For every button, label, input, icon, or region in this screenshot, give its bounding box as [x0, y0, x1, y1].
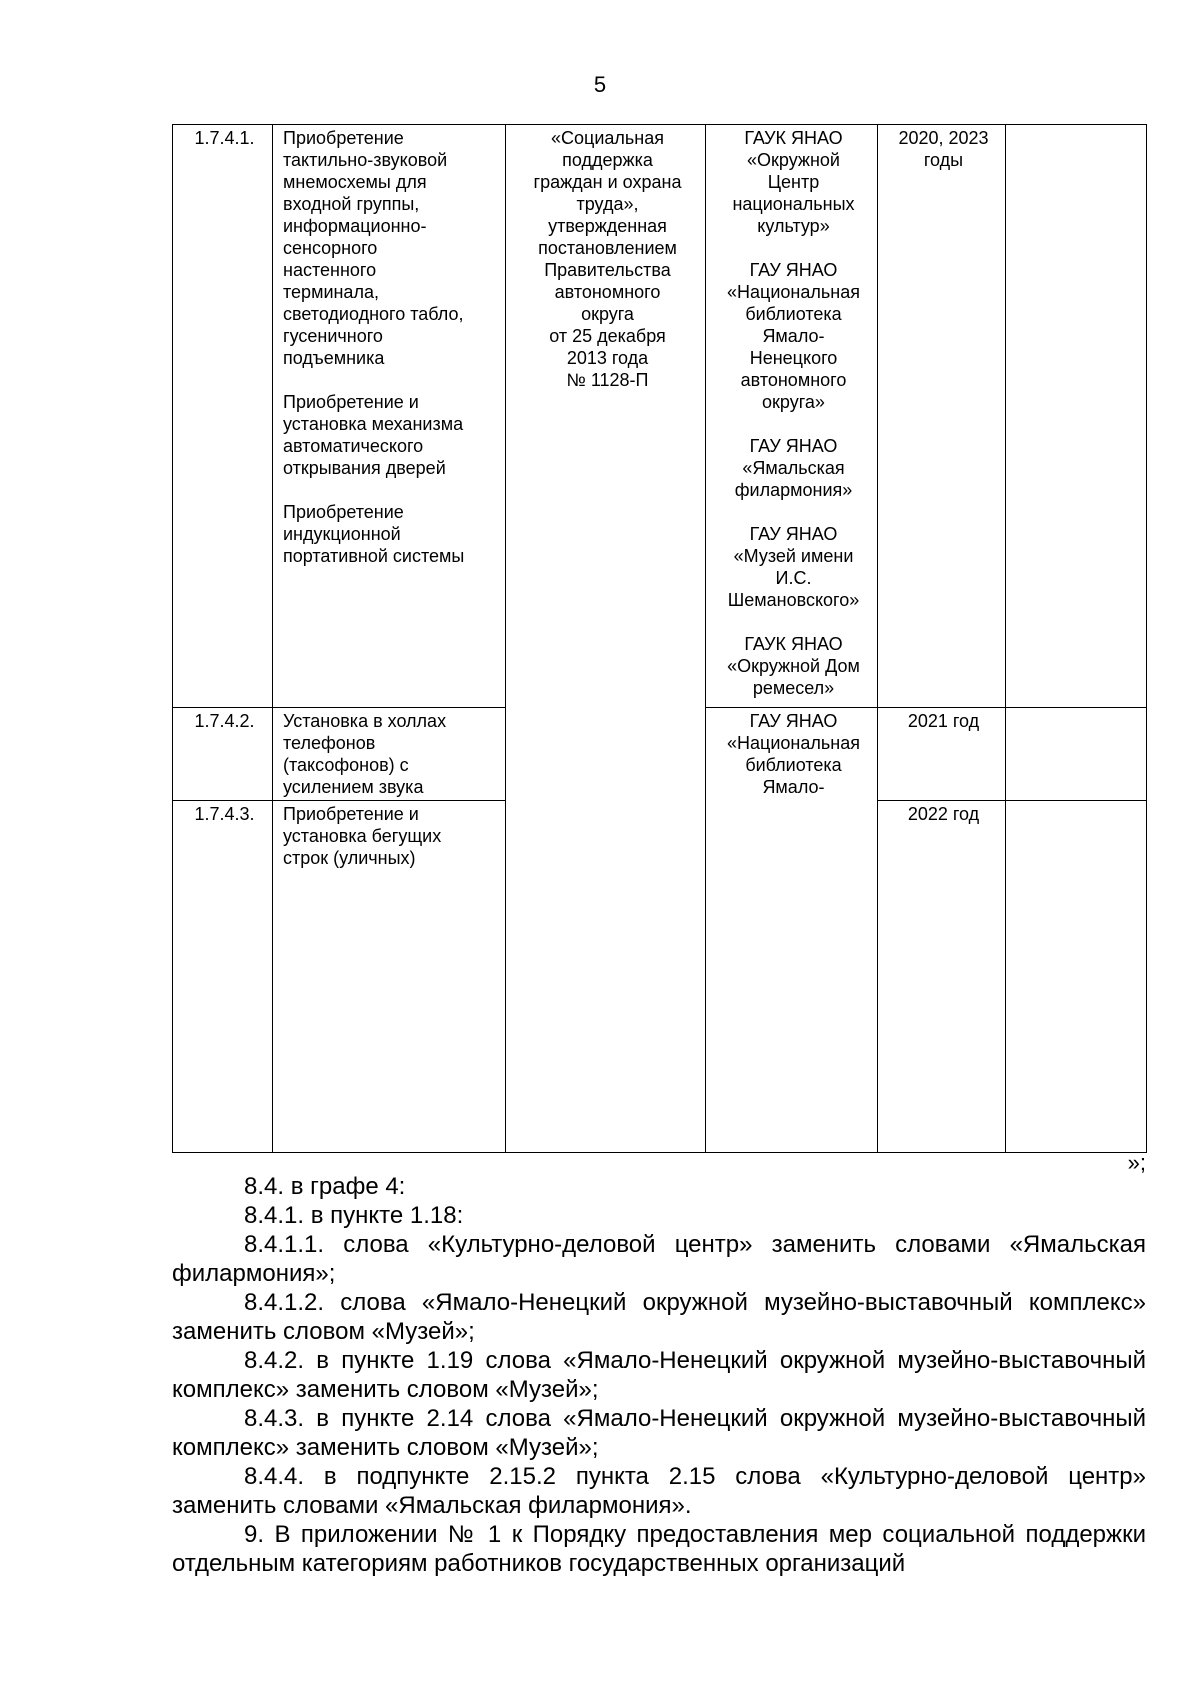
cell-line: ремесел» — [752, 678, 835, 698]
cell-line: Ненецкого — [749, 348, 838, 368]
cell-line: строк (уличных) — [283, 848, 416, 868]
cell-line: постановлением — [538, 238, 677, 258]
cell-line: автономного — [554, 282, 661, 302]
cell-line: 2021 год — [907, 711, 980, 731]
cell-line: труда», — [576, 194, 639, 214]
cell-line: установка бегущих — [283, 826, 442, 846]
cell-line: телефонов — [283, 733, 376, 753]
cell-line: установка механизма — [283, 414, 464, 434]
item-number: 1.7.4.3. — [173, 801, 273, 1153]
cell-line: Центр — [767, 172, 820, 192]
cell-line: открывания дверей — [283, 458, 446, 478]
cell-line: автономного — [740, 370, 847, 390]
cell-line: подъемника — [283, 348, 385, 368]
period-cell — [878, 125, 1006, 708]
cell-line: 2022 год — [907, 804, 980, 824]
empty-cell — [1006, 801, 1147, 1153]
action-cell — [273, 125, 506, 708]
cell-line: культур» — [757, 216, 830, 236]
cell-line: Приобретение и — [283, 804, 419, 824]
block-gap — [716, 413, 871, 435]
measures-table — [172, 124, 1147, 1153]
cell-line: «Ямальская — [742, 458, 845, 478]
cell-line: Правительства — [544, 260, 671, 280]
cell-line: ГАУ ЯНАО — [749, 524, 838, 544]
cell-line: И.С. — [775, 568, 812, 588]
cell-line: портативной системы — [283, 546, 465, 566]
page-number: 5 — [593, 72, 607, 97]
cell-line: Ямало- — [762, 326, 825, 346]
cell-line: терминала, — [283, 282, 379, 302]
cell-line: библиотека — [745, 755, 842, 775]
cell-line: утвержденная — [548, 216, 667, 236]
cell-line: информационно- — [283, 216, 427, 236]
cell-line: Установка в холлах — [283, 711, 447, 731]
cell-line: поддержка — [562, 150, 653, 170]
cell-line: входной группы, — [283, 194, 420, 214]
cell-line: Ямало- — [762, 777, 825, 797]
paragraph: 8.4.4. в подпункте 2.15.2 пункта 2.15 слова «Культурно-деловой центр» заменить словами «Ямальская филармония». — [172, 1463, 1146, 1519]
cell-line: Приобретение — [283, 502, 404, 522]
cell-line: мнемосхемы для — [283, 172, 427, 192]
cell-line: «Музей имени — [733, 546, 854, 566]
cell-line: светодиодного табло, — [283, 304, 464, 324]
action-cell — [273, 708, 506, 801]
cell-line: «Окружной — [747, 150, 840, 170]
cell-line: годы — [923, 150, 964, 170]
cell-line: сенсорного — [283, 238, 378, 258]
cell-line: автоматического — [283, 436, 424, 456]
cell-line: «Национальная — [727, 282, 860, 302]
executor-cell — [706, 125, 878, 708]
cell-line: тактильно-звуковой — [283, 150, 448, 170]
cell-line: ГАУ ЯНАО — [749, 436, 838, 456]
cell-line: «Национальная — [727, 733, 860, 753]
block-gap — [716, 237, 871, 259]
empty-cell — [1006, 708, 1147, 801]
executor-cell — [706, 708, 878, 1153]
cell-line: ГАУ ЯНАО — [749, 711, 838, 731]
cell-line: округа» — [762, 392, 825, 412]
cell-line: граждан и охрана — [533, 172, 682, 192]
action-cell — [273, 801, 506, 1153]
item-number: 1.7.4.2. — [173, 708, 273, 801]
paragraph: 8.4.1.1. слова «Культурно-деловой центр» заменить словами «Ямальская филармония»; — [172, 1231, 1146, 1287]
cell-line: № 1128-П — [566, 370, 649, 390]
cell-line: библиотека — [745, 304, 842, 324]
paragraph: 8.4.3. в пункте 2.14 слова «Ямало-Ненецкий окружной музейно-выставочный комплекс» заменить словом «Музей»; — [172, 1405, 1146, 1461]
cell-line: 2013 года — [566, 348, 649, 368]
cell-line: округа — [581, 304, 634, 324]
cell-line: индукционной — [283, 524, 401, 544]
cell-line: настенного — [283, 260, 377, 280]
cell-line: ГАУК ЯНАО — [744, 128, 843, 148]
block-gap — [283, 369, 499, 391]
paragraph: 8.4.1. в пункте 1.18: — [244, 1202, 464, 1229]
block-gap — [283, 479, 499, 501]
cell-line: «Социальная — [551, 128, 664, 148]
paragraph: 8.4.1.2. слова «Ямало-Ненецкий окружной музейно-выставочный комплекс» заменить словом «Музей»; — [172, 1289, 1146, 1345]
item-number: 1.7.4.1. — [173, 125, 273, 708]
block-gap — [716, 501, 871, 523]
closing-quote: »; — [1127, 1150, 1146, 1175]
paragraph: 8.4. в графе 4: — [244, 1173, 406, 1200]
cell-line: национальных — [732, 194, 855, 214]
empty-cell — [1006, 125, 1147, 708]
cell-line: Шемановского» — [727, 590, 860, 610]
table-row — [173, 125, 1147, 708]
period-cell — [878, 801, 1006, 1153]
block-gap — [716, 611, 871, 633]
cell-line: (таксофонов) с — [283, 755, 409, 775]
amendment-text — [172, 1172, 1146, 1578]
cell-line: «Окружной Дом — [727, 656, 860, 676]
paragraph: 8.4.2. в пункте 1.19 слова «Ямало-Ненецкий окружной музейно-выставочный комплекс» заменить словом «Музей»; — [172, 1347, 1146, 1403]
cell-line: 2020, 2023 — [898, 128, 989, 148]
cell-line: Приобретение и — [283, 392, 419, 412]
cell-line: ГАУК ЯНАО — [744, 634, 843, 654]
cell-line: усилением звука — [283, 777, 424, 797]
cell-line: от 25 декабря — [549, 326, 666, 346]
cell-line: Приобретение — [283, 128, 404, 148]
period-cell — [878, 708, 1006, 801]
cell-line: гусеничного — [283, 326, 383, 346]
program-cell — [506, 125, 706, 1153]
cell-line: филармония» — [734, 480, 853, 500]
paragraph: 9. В приложении № 1 к Порядку предоставления мер социальной поддержки отдельным категориям работников государственных организаций — [172, 1521, 1146, 1577]
cell-line: ГАУ ЯНАО — [749, 260, 838, 280]
